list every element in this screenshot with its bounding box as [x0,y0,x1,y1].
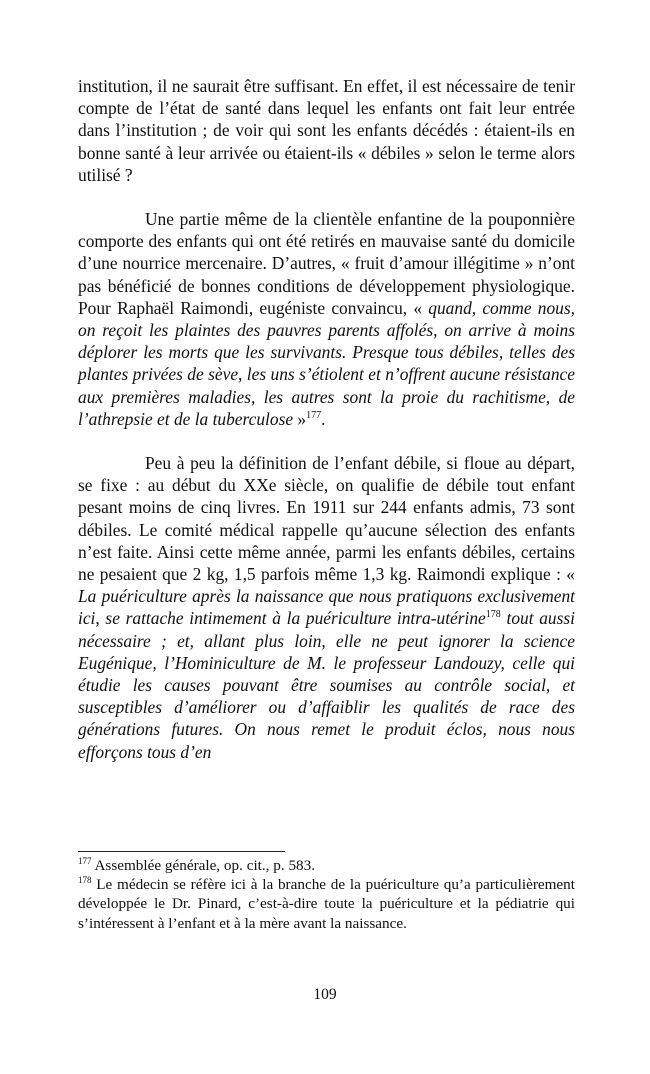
footnote-text: Le médecin se réfère ici à la branche de la puériculture qu’a particulièrement développée le Dr. Pinard, c’est-à-dire toute la puériculture et la pédiatrie qui s’intéressent à l’enfant et à la mère avant la naissance. [78,876,575,932]
footnote-text: Assemblée générale, op. cit., p. 583. [91,857,316,874]
paragraph-3-text: Peu à peu la définition de l’enfant débile, si floue au départ, se fixe : au début du XXe siècle, on qualifie de débile tout enfant pesant moins de cinq livres. En 1911 sur 244 enfants admis, 73 sont débiles. Le comité médical rappelle qu’aucune sélection des enfants n’est faite. Ainsi cette même année, parmi les enfants débiles, certains ne pesaient que 2 kg, 1,5 parfois même 1,3 kg. Raimondi explique : « [78,453,575,585]
footnote-ref-177[interactable]: 177 [306,409,322,421]
page-body [78,75,575,763]
paragraph-2 [78,208,575,430]
sentence-end: . [321,408,326,429]
page-number: 109 [313,986,337,1003]
paragraph-gap [78,186,575,208]
footnote-number: 178 [78,875,92,886]
paragraph-1: institution, il ne saurait être suffisant. En effet, il est nécessaire de tenir compte de l’état de santé dans lequel les enfants ont fait leur entrée dans l’institution ; de voir qui sont les enfants décédés : étaient-ils en bonne santé à leur arrivée ou étaient-ils « débiles » selon le terme alors utilisé ? [78,76,575,185]
quotation-raimondi-1: quand, comme nous, on reçoit les plaintes des pauvres parents affolés, on arrive à moins déplorer les morts que les survivants. Presque tous débiles, telles des plantes privées de sève, les uns s’étiolent et n’offrent aucune résistance aux premières maladies, les autres sont la proie du rachitisme, de l’athrepsie et de la tuberculose [78,297,575,429]
paragraph-gap [78,430,575,452]
paragraph-2-text: Une partie même de la clientèle enfantine de la pouponnière comporte des enfants qui ont été retirés en mauvaise santé du domicile d’une nourrice mercenaire. D’autres, « fruit d’amour illégitime » n’ont pas bénéficié de bonnes conditions de développement physiologique. Pour Raphaël Raimondi, eugéniste convaincu, « [78,209,575,318]
quotation-raimondi-2a: La puériculture après la naissance que nous pratiquons exclusivement ici, se rattache intimement à la puériculture intra-utérine [78,586,575,629]
footnote-separator [78,851,285,852]
footnote-ref-178[interactable]: 178 [485,609,501,621]
quote-close: » [293,408,307,429]
footnote-177 [78,856,575,875]
footnote-178 [78,875,575,933]
footnotes [78,856,575,933]
quotation-raimondi-2b: tout aussi nécessaire ; et, allant plus loin, elle ne peut ignorer la science Eugénique, l’Hominiculture de M. le professeur Landouzy, celle qui étudie les causes pouvant être soumises au contrôle social, et susceptibles d’améliorer ou d’affaiblir les qualités de race des générations futures. On nous remet le produit éclos, nous nous efforçons tous d’en [78,608,575,762]
footnote-number: 177 [78,856,92,866]
paragraph-3 [78,452,575,763]
